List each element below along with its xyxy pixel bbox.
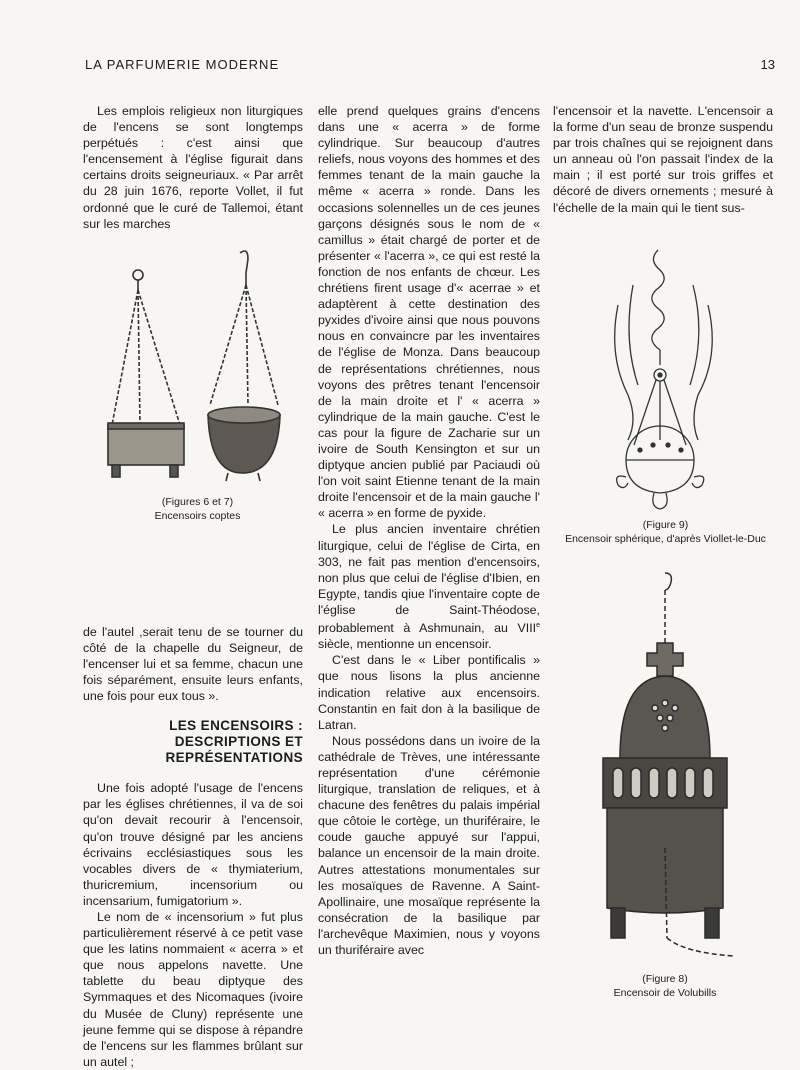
column-2: [318, 103, 540, 958]
paragraph: Les emplois religieux non liturgiques de l'encens se sont longtemps perpétués : c'est ainsi que l'encensement à l'église figurait dans certains droits seigneuriaux. « Par arrêt du 28 juin 1676, reporte Vollet, il fut ordonné que le curé de Tallemoi, étant sur les marches: [83, 104, 303, 231]
paragraph: C'est dans le « Liber pontificalis » que nous lisons la plus ancienne indication relative aux encensoirs. Constantin en fait don à la basilique de Latran.: [318, 653, 540, 732]
paragraph: Une fois adopté l'usage de l'encens par les églises chrétiennes, il va de soi qu'on devait recourir à l'encensoir, qu'on trouve désigné par les anciens écrivains ecclésiastiques sous les vocables divers de « thymiaterium, thuricremium, incensorium ou incensarium, fumigatorium ».: [83, 781, 303, 908]
paragraph: Le plus ancien inventaire chrétien liturgique, celui de l'église de Cirta, en 303, ne fait pas mention d'encensoirs, non plus que celui de l'église d'Ibien, en Egypte, tandis qiue l'inventaire copte de l'église de Saint-Théodose, probablement à Ashmunain, au VIIIe siècle, mentionne un encensoir.: [318, 522, 540, 652]
figures-6-7-caption: (Figures 6 et 7) Encensoirs coptes: [154, 496, 241, 522]
paragraph: de l'autel ,serait tenu de se tourner du côté de la chapelle du Seigneur, de l'encenser lui et sa femme, chacun une fois séparément, ensuite leurs enfants, une fois pour eux tous ».: [83, 624, 303, 704]
page-header: [85, 57, 775, 77]
figure-9-spherical-censer-illustration: [598, 245, 728, 515]
figures-6-7-coptic-censers-illustration: [100, 245, 290, 490]
paragraph: Nous possédons dans un ivoire de la cathédrale de Trèves, une intéressante représentation d'une cérémonie liturgique, translation de reliques, et à chacune des fenêtres du palais impérial que côtoie le cortège, un thuriféraire, le coude gauche appuyé sur l'appui, balance un encensoir de la main droite. Autres attestations monumentales sur les mosaïques de Ravenne. A Saint-Apollinaire, une mosaïque représente la consécration de la basilique par l'archevêque Maximien, nous y voyons un thuriféraire avec: [318, 733, 540, 957]
figure-9-caption: (Figure 9) Encensoir sphérique, d'après Viollet-le-Duc: [565, 519, 766, 545]
section-heading: LES ENCENSOIRS : DESCRIPTIONS ET REPRÉSENTATIONS: [165, 718, 303, 766]
running-title: LA PARFUMERIE MODERNE: [85, 57, 280, 72]
figure-8-volubilis-censer-illustration: [585, 568, 745, 968]
page-number: 13: [760, 57, 775, 72]
column-3: [553, 103, 773, 216]
paragraph: l'encensoir et la navette. L'encensoir a la forme d'un seau de bronze suspendu par trois chaînes qui se rejoignent dans un anneau où l'on passait l'index de la main ; il est porté sur trois griffes et décoré de divers ornements ; mesuré à l'échelle de la main qui le tient sus-: [553, 104, 773, 215]
paragraph: elle prend quelques grains d'encens dans une « acerra » de forme cylindrique. Sur beaucoup d'autres reliefs, nous voyons des hommes et des femmes tenant de la main gauche la même « acerra » ronde. Dans les occasions solennelles un de ces jeunes garçons désignés sous le nom de « camillus » était chargé de porter et de présenter « l'acerra », ce qui est resté la fonction de nos enfants de chœur. Les chrétiens firent usage d'« acerrae » et adaptèrent à cette destination des pyxides d'ivoire ainsi que nous pouvons nous en convaincre par les inventaires de l'église de Monza. Dans beaucoup de représentations chrétiennes, nous voyons des prêtres tenant l'encensoir de la main droite et l' « acerra » cylindrique de la main gauche. C'est le cas pour la figure de Zacharie sur un ivoire de South Kensington et sur un diptyque ancien publié par Paciaudi où l'on voit saint Etienne tenant de la main droite l'encensoir et de la main gauche l' « acerra » en forme de pyxide.: [318, 104, 540, 521]
paragraph: Le nom de « incensorium » fut plus particulièrement réservé à ce petit vase que les latins nommaient « acerra » et que nous appelons navette. Une tablette du beau diptyque des Symmaques et des Nicomaques (ivoire du Musée de Cluny) représente une jeune femme qui se dispose à répandre de l'encens sur les flammes brûlant sur un autel ;: [83, 909, 303, 1069]
figure-8-caption: (Figure 8) Encensoir de Volubills: [613, 973, 717, 999]
